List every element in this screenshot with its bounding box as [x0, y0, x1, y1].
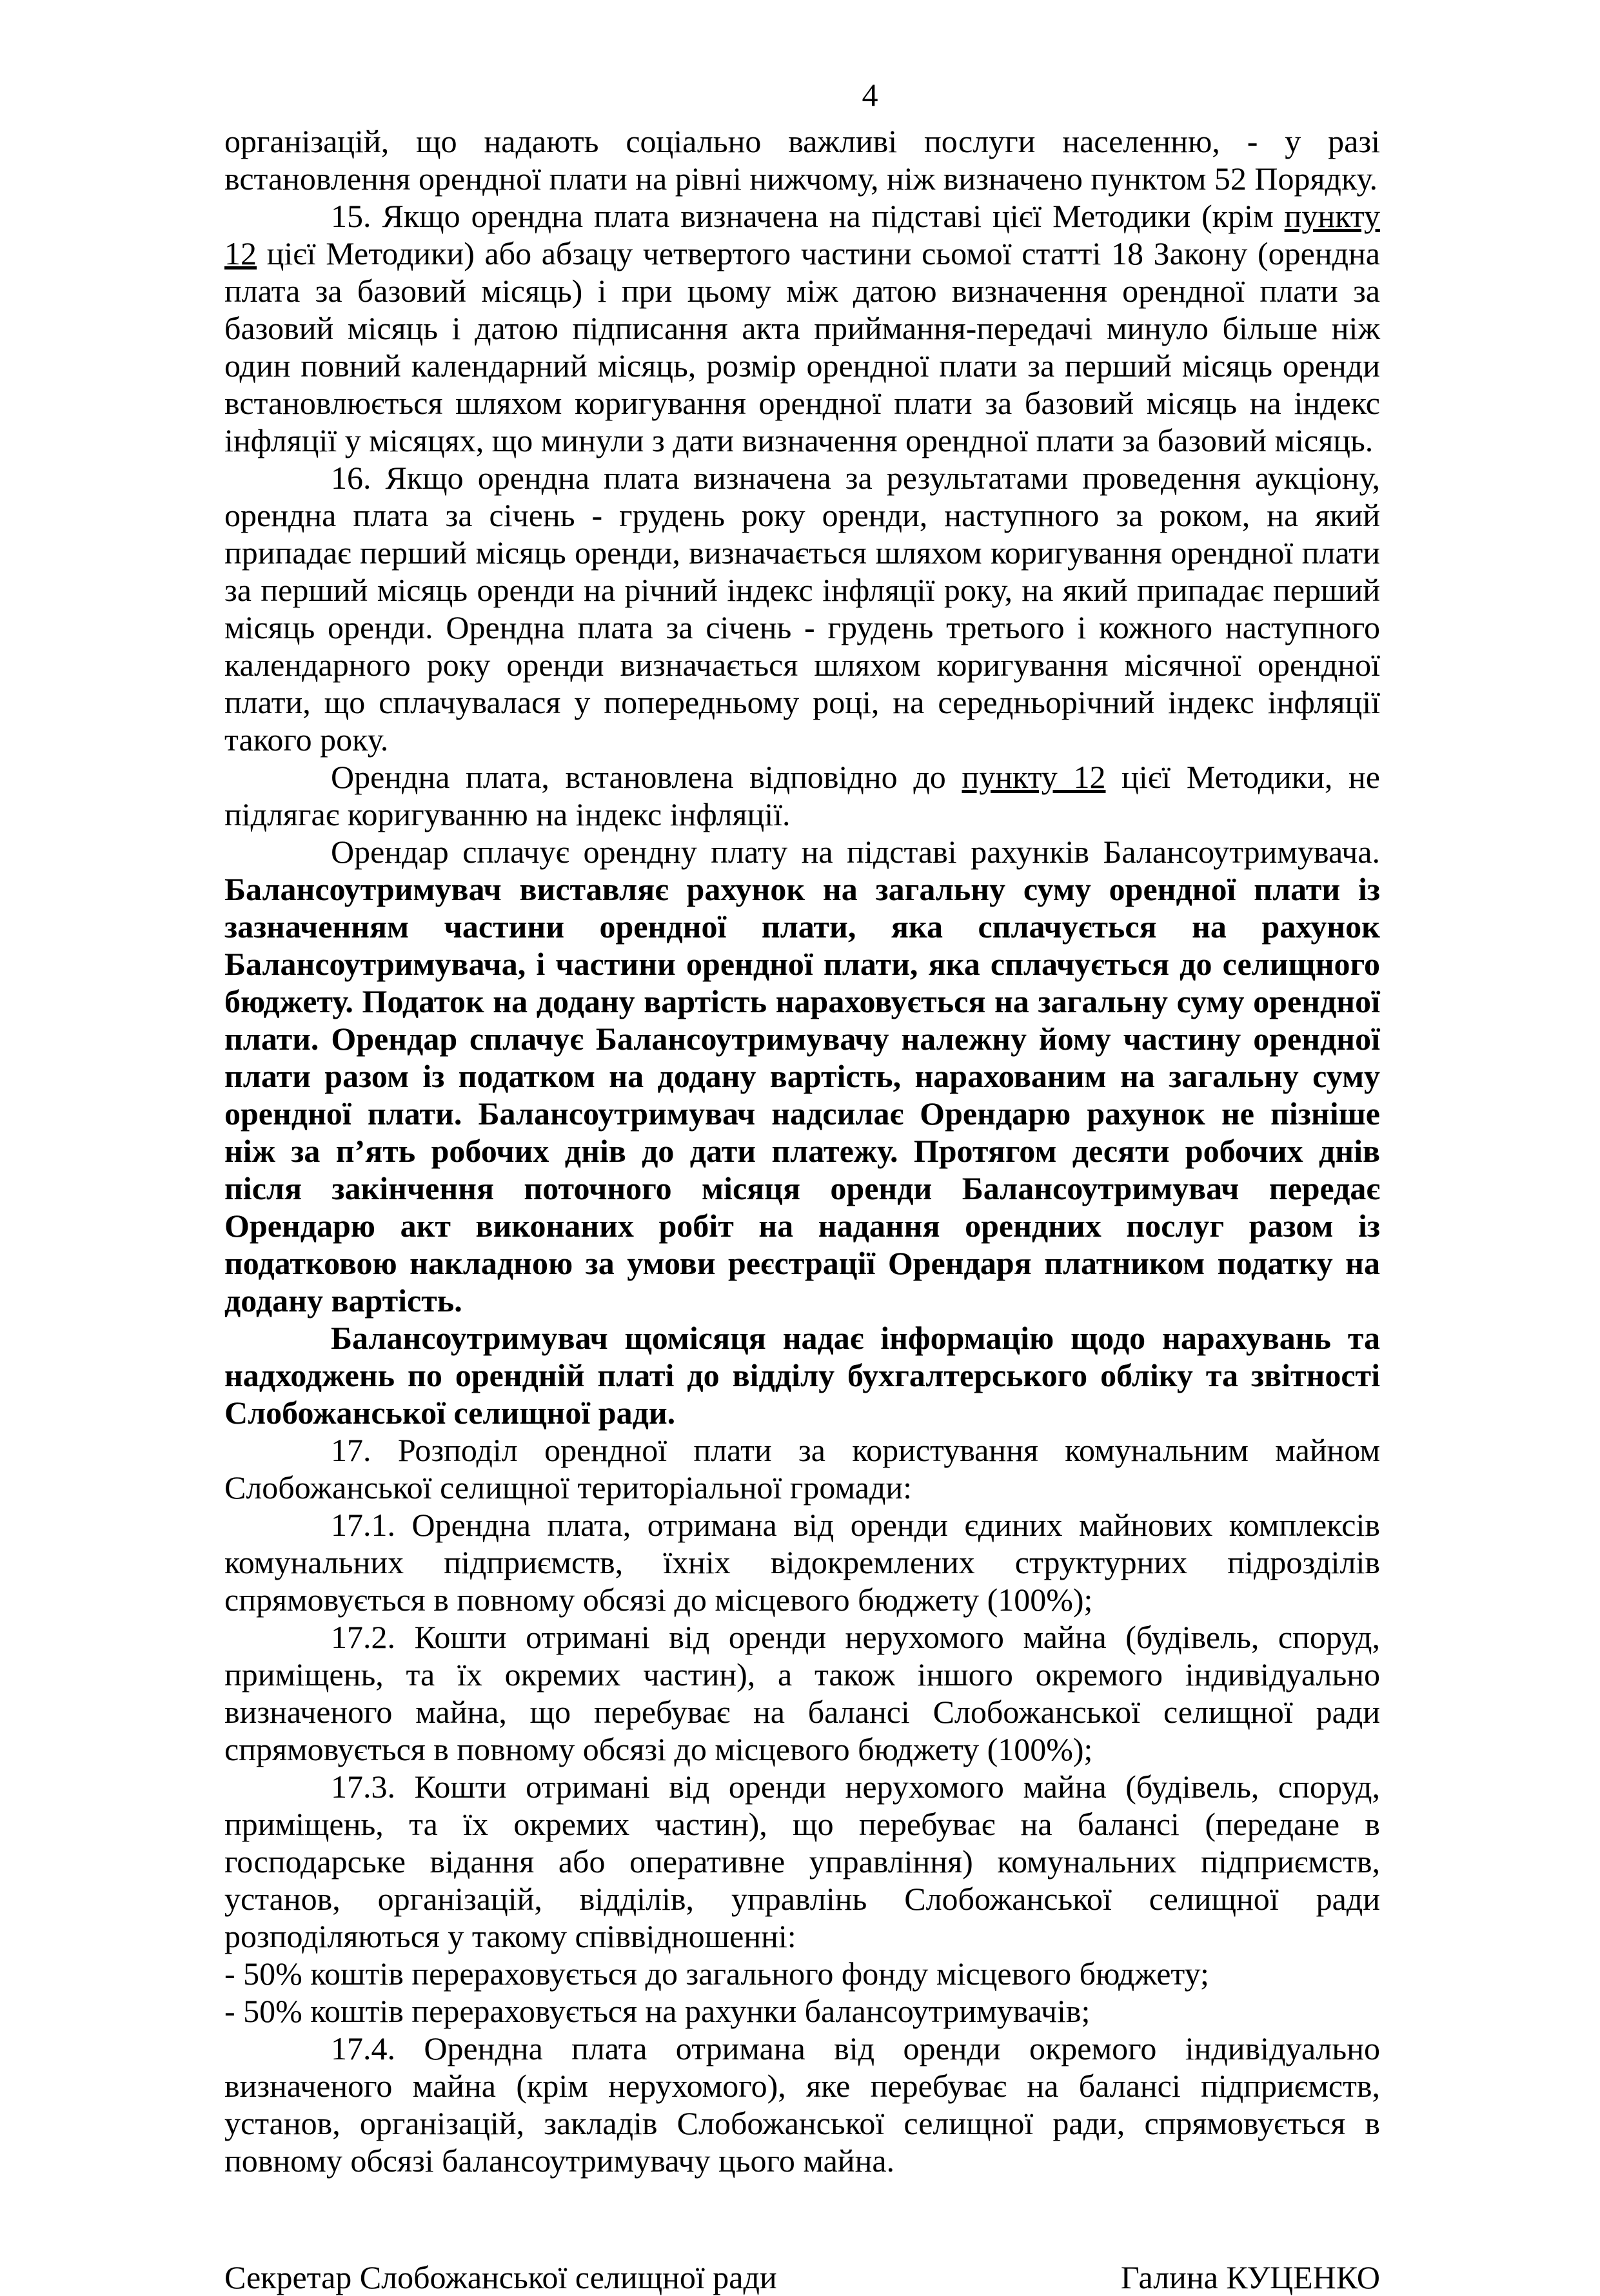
text-segment: цієї Методики) або абзацу четвертого частини сьомої статті 18 Закону (орендна плата за базовий місяць) і при цьому між датою визначення орендної плати за базовий місяць і датою підписання акта приймання-передачі минуло більше ніж один повний календарний місяць, розмір орендної плати за перший місяць оренди встановлюється шляхом коригування орендної плати за базовий місяць на індекс інфляції у місяцях, що минули з дати визначення орендної плати за базовий місяць. — [224, 235, 1380, 458]
paragraph-15 — [224, 197, 1380, 459]
text-segment: організацій, що надають соціально важливі послуги населенню, - у разі встановлення орендної плати на рівні нижчому, ніж визначено пунктом 52 Порядку. — [224, 123, 1380, 197]
paragraph-16 — [224, 459, 1380, 758]
text-segment: - 50% коштів перераховується до загального фонду місцевого бюджету; — [224, 1956, 1209, 1992]
text-segment: цієї Методики, не підлягає коригуванню на індекс інфляції. — [224, 759, 1380, 832]
paragraph-17-1 — [224, 1506, 1380, 1618]
text-segment: 15. Якщо орендна плата визначена на підставі цієї Методики (крім — [331, 198, 1285, 234]
text-segment-bold: Балансоутримувач щомісяця надає інформацію щодо нарахувань та надходжень по орендній платі до відділу бухгалтерського обліку та звітності Слобожанської селищної ради. — [224, 1320, 1380, 1431]
text-segment: 17.1. Орендна плата, отримана від оренди єдиних майнових комплексів комунальних підприємств, їхніх відокремлених структурних підрозділів спрямовується в повному обсязі до місцевого бюджету (100%); — [224, 1507, 1380, 1618]
text-segment: - 50% коштів перераховується на рахунки балансоутримувачів; — [224, 1993, 1091, 2029]
list-item-50-balance — [224, 1992, 1380, 2030]
paragraph-17-3 — [224, 1768, 1380, 1955]
text-segment: 17. Розподіл орендної плати за користування комунальним майном Слобожанської селищної територіальної громади: — [224, 1432, 1380, 1506]
text-segment: 17.4. Орендна плата отримана від оренди окремого індивідуально визначеного майна (крім нерухомого), яке перебуває на балансі підприємств, установ, організацій, закладів Слобожанської селищної ради, спрямовується в повному обсязі балансоутримувачу цього майна. — [224, 2030, 1380, 2179]
link-punkt-12[interactable]: пункту 12 — [962, 759, 1106, 795]
list-item-50-budget — [224, 1955, 1380, 1992]
paragraph-17-2 — [224, 1618, 1380, 1768]
paragraph-continuation — [224, 123, 1380, 197]
page-number: 4 — [862, 77, 878, 113]
text-segment: 17.3. Кошти отримані від оренди нерухомого майна (будівель, споруд, приміщень, та їх окремих частин), що перебуває на балансі (передане в господарське відання або оперативне управління) комунальних підприємств, установ, організацій, відділів, управлінь Слобожанської селищної ради розподіляються у такому співвідношенні: — [224, 1769, 1380, 1954]
text-segment-bold: Балансоутримувач виставляє рахунок на загальну суму орендної плати із зазначенням частини орендної плати, яка сплачується на рахунок Балансоутримувача, і частини орендної плати, яка сплачується до селищного бюджету. Податок на додану вартість нараховується на загальну суму орендної плати. Орендар сплачує Балансоутримувачу належну йому частину орендної плати разом із податком на додану вартість, нарахованим на загальну суму орендної плати. Балансоутримувач надсилає Орендарю рахунок не пізніше ніж за п’ять робочих днів до дати платежу. Протягом десяти робочих днів після закінчення поточного місяця оренди Балансоутримувач передає Орендарю акт виконаних робіт на надання орендних послуг разом із податковою накладною за умови реєстрації Орендаря платником податку на додану вартість. — [224, 871, 1380, 1319]
text-segment: Орендар сплачує орендну плату на підставі рахунків Балансоутримувача. — [331, 834, 1380, 870]
signature-title: Секретар Слобожанської селищної ради — [224, 2259, 777, 2295]
paragraph-monthly-report — [224, 1319, 1380, 1431]
text-segment: 17.2. Кошти отримані від оренди нерухомого майна (будівель, споруд, приміщень, та їх окремих частин), а також іншого окремого індивідуально визначеного майна, що перебуває на балансі Слобожанської селищної ради спрямовується в повному обсязі до місцевого бюджету (100%); — [224, 1619, 1380, 1767]
link-punkt-12[interactable]: пункту 12 — [224, 198, 1380, 271]
paragraph-payment-terms — [224, 833, 1380, 1319]
paragraph-17-4 — [224, 2030, 1380, 2179]
signature-name: Галина КУЦЕНКО — [1120, 2259, 1380, 2295]
paragraph-17 — [224, 1431, 1380, 1506]
signature-block — [224, 2259, 1380, 2296]
text-segment: 16. Якщо орендна плата визначена за результатами проведення аукціону, орендна плата за січень - грудень року оренди, наступного за роком, на який припадає перший місяць оренди, визначається шляхом коригування орендної плати за перший місяць оренди на річний індекс інфляції року, на який припадає перший місяць оренди. Орендна плата за січень - грудень третього і кожного наступного календарного року оренди визначається шляхом коригування місячної орендної плати, що сплачувалася у попередньому році, на середньорічний індекс інфляції такого року. — [224, 460, 1380, 758]
paragraph-inflation-note — [224, 758, 1380, 833]
text-segment: Орендна плата, встановлена відповідно до — [331, 759, 962, 795]
